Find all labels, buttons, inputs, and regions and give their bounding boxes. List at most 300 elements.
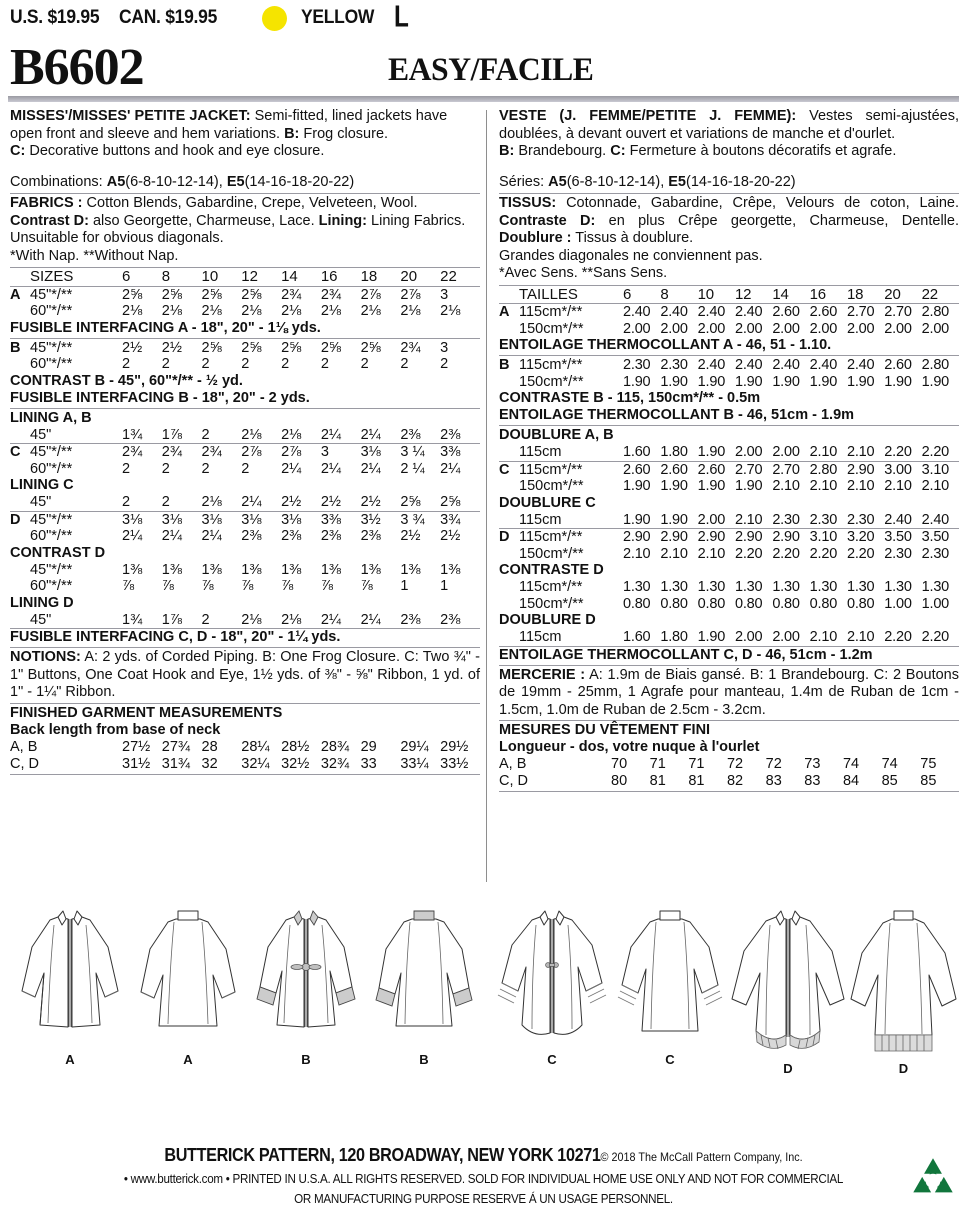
yardage-cell: 2.10 — [660, 545, 688, 562]
yardage-cell: 3.10 — [810, 529, 847, 546]
yardage-cell: 2.20 — [809, 545, 838, 562]
view-label — [10, 578, 30, 595]
rule — [499, 193, 959, 194]
table-row — [10, 494, 480, 511]
header-divider — [8, 96, 959, 102]
table-row — [499, 756, 959, 773]
pattern-number: B6602 — [10, 39, 144, 96]
french-desc-b-text: Brandebourg. — [514, 143, 611, 159]
fabric-width: 115cm — [519, 629, 623, 646]
size-col-5: 16 — [320, 268, 338, 285]
yardage-cell: 1.90 — [660, 373, 688, 390]
yardage-cell: 2.20 — [921, 444, 950, 460]
yardage-cell: 1.30 — [623, 579, 651, 595]
yardage-cell: ⅞ — [201, 578, 214, 594]
english-desc-c-label: C: — [10, 143, 26, 159]
french-desc-c-label: C: — [610, 143, 626, 159]
french-fusible-b: ENTOILAGE THERMOCOLLANT B - 46, 51cm - 1.9m — [499, 407, 855, 423]
french-combinations — [499, 174, 959, 192]
yardage-cell: 2¾ — [202, 444, 242, 461]
table-row — [499, 512, 959, 529]
illustration-label: B — [301, 1052, 311, 1067]
english-yardage-table — [10, 269, 480, 320]
fabric-width: 115cm*/** — [519, 304, 623, 321]
yardage-cell: 1.90 — [697, 444, 726, 460]
measurement-cell: 32½ — [281, 755, 310, 772]
yardage-cell: 2⅝ — [162, 286, 202, 303]
yardage-cell: 2.60 — [810, 304, 847, 321]
table-row — [10, 562, 480, 579]
yardage-cell: ⅞ — [281, 578, 294, 594]
yardage-cell: 2.90 — [772, 529, 809, 546]
difficulty-label: EASY/FACILE — [388, 52, 594, 88]
english-combinations — [10, 174, 480, 192]
can-price: CAN. $19.95 — [119, 7, 218, 28]
yardage-cell: 2.10 — [772, 478, 800, 494]
illustration-label: C — [665, 1052, 675, 1067]
yardage-cell: 2½ — [360, 494, 381, 510]
yardage-cell: 3⅜ — [321, 511, 361, 528]
yardage-cell: 0.80 — [660, 595, 688, 612]
footer — [0, 1145, 967, 1206]
english-contrast-d-head: CONTRAST D — [10, 544, 106, 561]
combination-e5: E5 — [226, 173, 245, 190]
french-unsuitable: Grandes diagonales ne conviennent pas. — [499, 247, 763, 264]
yardage-cell: 2⅝ — [400, 494, 421, 510]
contrast-d-text: en plus Crêpe georgette, Charmeuse, Dentelle. — [595, 212, 959, 229]
yardage-cell: 3½ — [361, 511, 401, 528]
yardage-cell: 2.00 — [772, 629, 809, 646]
combination-a5: A5 — [106, 173, 126, 190]
yardage-cell: 2⅛ — [281, 303, 302, 319]
yardage-cell: 2¾ — [321, 286, 361, 303]
yardage-cell: 2⅛ — [241, 612, 281, 629]
yardage-cell: ⅞ — [241, 578, 254, 594]
yardage-cell: 2.90 — [847, 461, 884, 478]
yardage-cell: 2⅝ — [241, 286, 281, 303]
measurement-cell: 84 — [842, 773, 860, 789]
yardage-cell: 2 ¼ — [400, 460, 425, 477]
view-label — [10, 461, 30, 478]
yardage-cell: 2 — [281, 356, 290, 372]
sizes-header-pad — [499, 287, 519, 304]
measurement-cell: 85 — [920, 773, 937, 789]
yardage-cell: 2½ — [400, 528, 421, 544]
measurement-cell: 70 — [611, 756, 628, 772]
size-col-2: 10 — [201, 268, 219, 285]
yardage-cell: 2 — [122, 460, 131, 477]
yardage-cell: 2.30 — [846, 511, 875, 528]
yardage-cell: 2⅝ — [281, 339, 302, 356]
yardage-cell: 2⅜ — [281, 528, 302, 544]
yardage-cell: 1.30 — [734, 579, 763, 595]
french-description — [499, 108, 959, 161]
yardage-cell: 2 — [161, 460, 170, 477]
yardage-cell: 2⅜ — [440, 426, 461, 443]
yardage-cell: 2.10 — [810, 629, 847, 646]
table-row — [10, 739, 480, 756]
yardage-cell: 1.90 — [809, 373, 838, 390]
yardage-cell: 2¾ — [400, 339, 421, 356]
yardage-cell: 2.90 — [698, 529, 735, 546]
view-label: C — [10, 444, 30, 461]
view-label — [499, 596, 519, 613]
yardage-cell: 1.90 — [734, 478, 763, 494]
yardage-cell: 2.00 — [735, 629, 772, 646]
yardage-cell: 3⅜ — [440, 444, 480, 461]
yardage-cell: 2.60 — [884, 357, 912, 373]
french-lining-ab-table — [499, 444, 959, 495]
color-name: YELLOW — [300, 7, 374, 28]
yardage-cell: 2¼ — [360, 426, 381, 443]
table-row — [10, 528, 480, 545]
yardage-cell: 1.90 — [734, 373, 763, 390]
yardage-cell: 2¼ — [161, 528, 182, 544]
yardage-cell: 1⅜ — [161, 561, 182, 578]
fabrics-label: TISSUS: — [499, 195, 557, 211]
table-row — [499, 773, 959, 790]
yardage-cell: 2⅛ — [400, 303, 421, 319]
french-contrast-d-head: CONTRASTE D — [499, 562, 604, 578]
measurement-cell: 28 — [201, 738, 218, 755]
english-finished-sub: Back length from base of neck — [10, 721, 221, 738]
yardage-cell: 2 — [202, 612, 242, 629]
fabric-width: 60"*/** — [30, 578, 73, 594]
yardage-cell: 2¾ — [162, 444, 202, 461]
table-row — [10, 756, 480, 773]
yardage-cell: 2.80 — [921, 357, 950, 373]
yardage-cell: 2⅜ — [400, 426, 421, 443]
rule — [499, 720, 959, 721]
fabric-width: 45" — [30, 494, 52, 510]
table-row — [10, 286, 480, 303]
yardage-cell: 2.80 — [810, 461, 847, 478]
yardage-cell: 1.30 — [697, 579, 726, 595]
view-label — [499, 579, 519, 596]
size-col-0: 6 — [122, 268, 131, 285]
jacket-a-back-drawing — [128, 895, 248, 1060]
yardage-cell: 3 ¾ — [400, 511, 440, 528]
yardage-cell: 2.30 — [772, 511, 800, 528]
size-col-3: 12 — [241, 268, 258, 285]
view-label: C — [499, 461, 519, 478]
english-yardage-table-b — [10, 340, 480, 373]
lining-label: Lining: — [318, 212, 367, 229]
rule — [10, 647, 480, 648]
yardage-cell: 1⅜ — [400, 561, 421, 578]
yardage-cell: 1⅜ — [440, 561, 461, 578]
yardage-cell: 1.90 — [660, 511, 688, 528]
footer-copyright: © 2018 The McCall Pattern Company, Inc. — [600, 1150, 803, 1164]
yardage-cell: 1.30 — [660, 579, 688, 595]
yardage-cell: 3 ¼ — [400, 444, 440, 461]
yardage-cell: 2½ — [281, 494, 302, 510]
yardage-cell: 2½ — [161, 339, 182, 356]
yardage-cell: 1.90 — [623, 373, 651, 390]
rule — [10, 338, 480, 339]
yardage-cell: 2.30 — [623, 357, 651, 373]
measurement-label: A, B — [10, 738, 38, 755]
fabric-width: 45"*/** — [30, 286, 122, 303]
yardage-cell: 2⅛ — [241, 426, 262, 443]
yardage-cell: 2.10 — [846, 478, 875, 494]
yardage-cell: 2.30 — [660, 357, 688, 373]
yardage-cell: 2.20 — [922, 629, 959, 646]
measurement-cell: 71 — [688, 756, 705, 772]
yardage-cell: 3⅛ — [361, 444, 401, 461]
table-header-row — [499, 287, 959, 304]
yardage-cell: 1.30 — [772, 579, 800, 595]
yardage-cell: 1.90 — [698, 629, 735, 646]
english-desc-b-text: Frog closure. — [299, 125, 389, 142]
yardage-cell: 2.00 — [846, 320, 875, 337]
french-lining-d-head: DOUBLURE D — [499, 612, 596, 628]
french-description-title: VESTE (J. FEMME/PETITE J. FEMME): — [499, 108, 797, 124]
measurement-cell: 85 — [881, 773, 898, 789]
combination-a5: A5 — [548, 173, 567, 190]
english-nap: *With Nap. **Without Nap. — [10, 247, 179, 264]
english-fusible-cd: FUSIBLE INTERFACING C, D - 18", 20" - 1¼ yds. — [10, 629, 341, 645]
notions-text: A: 2 yds. of Corded Piping. B: One Frog Closure. C: Two ¾" - 1" Buttons, One Coat Hook and Eye, 1½ yds. of ⅜" - ⅝" Ribbon, 1 yd. of 1" - 1¼" Ribbon. — [10, 649, 480, 700]
yardage-cell: 1⅜ — [360, 561, 381, 578]
fabric-width: 150cm*/** — [519, 478, 584, 494]
view-label — [499, 546, 519, 563]
measurement-cell: 71 — [649, 756, 666, 772]
table-row — [499, 546, 959, 563]
size-col-1: 8 — [660, 285, 669, 303]
table-row — [10, 356, 480, 373]
yardage-cell: 2.10 — [847, 629, 884, 646]
yardage-cell: 2.40 — [698, 304, 735, 321]
measurement-cell: 73 — [804, 756, 821, 772]
yardage-cell: 1¾ — [122, 426, 143, 443]
rule — [10, 408, 480, 409]
sizes-header: TAILLES — [519, 285, 578, 303]
yardage-cell: 2¼ — [361, 612, 401, 629]
yardage-cell: 1.30 — [846, 579, 875, 595]
yardage-cell: 1.90 — [884, 373, 912, 390]
yardage-cell: 1⅜ — [241, 561, 262, 578]
jacket-a-front-drawing — [10, 895, 130, 1060]
yardage-cell: 3.20 — [847, 529, 884, 546]
yardage-cell: 1.80 — [660, 444, 688, 460]
measurement-cell: 31½ — [122, 755, 151, 772]
yardage-cell: 2.80 — [922, 304, 959, 321]
yardage-cell: 2.00 — [809, 320, 838, 337]
table-row — [499, 444, 959, 461]
rule — [10, 703, 480, 704]
yardage-cell: 2 — [241, 356, 250, 372]
fabric-width: 60"*/** — [30, 356, 73, 372]
english-measurements-table — [10, 739, 480, 773]
yardage-cell: 3⅛ — [241, 511, 281, 528]
yardage-cell: 2 — [440, 356, 449, 372]
size-group-letter: L — [394, 0, 409, 33]
yardage-cell: 2.00 — [697, 320, 726, 337]
yardage-cell: 2¼ — [122, 528, 143, 544]
yardage-cell: 1⅜ — [122, 561, 143, 578]
combination-a5-sizes: (6-8-10-12-14), — [125, 173, 227, 190]
yardage-cell: 2⅝ — [440, 494, 461, 510]
fabric-width: 45"*/** — [30, 561, 73, 578]
yardage-cell: 2.00 — [660, 320, 688, 337]
yardage-cell: 2⅞ — [281, 444, 321, 461]
yardage-cell: 2.20 — [884, 444, 912, 460]
illustration-a-front — [10, 895, 130, 1070]
french-description-body: Vestes semi-ajustées, doublées, à devant ouvert et variations de manche et d'ourlet. — [499, 108, 959, 142]
yardage-cell: 0.80 — [846, 595, 875, 612]
table-row — [499, 374, 959, 391]
yardage-cell: 2⅛ — [281, 612, 321, 629]
yardage-cell: 2¾ — [122, 444, 162, 461]
english-description-title: MISSES'/MISSES' PETITE JACKET: — [10, 108, 251, 124]
jacket-d-back-drawing — [846, 895, 961, 1070]
jacket-b-front-drawing — [246, 895, 366, 1060]
fabric-width: 115cm*/** — [519, 529, 623, 546]
fabric-width: 115cm — [519, 444, 562, 460]
yardage-cell: 2⅝ — [360, 339, 381, 356]
measurement-cell: 74 — [881, 756, 898, 772]
yardage-cell: 2.00 — [884, 320, 912, 337]
yardage-cell: 1.90 — [772, 373, 800, 390]
measurement-cell: 29 — [360, 738, 377, 755]
english-description-body: Semi-fitted, lined jackets have open front and sleeve and hem variations. — [10, 108, 448, 142]
french-notions — [499, 667, 959, 720]
french-contrast-b: CONTRASTE B - 115, 150cm*/** - 0.5m — [499, 390, 761, 406]
view-label: A — [499, 304, 519, 321]
footer-line-3: OR MANUFACTURING PURPOSE RESERVE Á UN USAGE PERSONNEL. — [294, 1192, 673, 1206]
yardage-cell: 1¾ — [122, 612, 162, 629]
yardage-cell: 2.60 — [623, 461, 660, 478]
yardage-cell: 1.60 — [623, 444, 651, 460]
yardage-cell: 2⅞ — [400, 286, 440, 303]
english-desc-c-text: Decorative buttons and hook and eye closure. — [25, 143, 325, 159]
yardage-cell: 2⅜ — [320, 528, 341, 544]
yardage-cell: 2½ — [440, 528, 461, 544]
english-description — [10, 108, 480, 161]
fabric-width: 45"*/** — [30, 444, 122, 461]
fabric-width: 45"*/** — [30, 511, 122, 528]
english-lining-ab-table — [10, 427, 480, 478]
yardage-cell: 2.00 — [772, 444, 800, 460]
lining-text: Tissus à doublure. — [571, 230, 694, 246]
yardage-cell: 2.10 — [697, 545, 726, 562]
combinations-label: Combinations: — [10, 173, 107, 190]
yardage-cell: 3⅛ — [281, 511, 321, 528]
illustration-label: B — [419, 1052, 429, 1067]
yardage-cell: 1⅞ — [162, 612, 202, 629]
size-col-3: 12 — [734, 285, 752, 303]
size-col-6: 18 — [846, 285, 864, 303]
yardage-cell: 2.70 — [847, 304, 884, 321]
measurement-cell: 27½ — [122, 738, 151, 755]
measurement-cell: 33 — [360, 755, 377, 772]
yardage-cell: 2⅛ — [241, 303, 262, 319]
french-lining-c-table — [499, 512, 959, 563]
fabric-width: 150cm*/** — [519, 320, 584, 337]
yardage-cell: 2.40 — [660, 304, 697, 321]
rule — [10, 193, 480, 194]
measurement-cell: 83 — [765, 773, 782, 789]
measurement-cell: 72 — [765, 756, 782, 772]
jacket-b-back-drawing — [364, 895, 484, 1060]
measurement-cell: 31¾ — [161, 755, 190, 772]
combination-e5-sizes: (14-16-18-20-22) — [686, 173, 796, 190]
yardage-cell: 3⅛ — [122, 511, 162, 528]
yardage-cell: 2⅜ — [360, 528, 381, 544]
view-label — [10, 427, 30, 444]
yardage-cell: 2.00 — [921, 320, 950, 337]
yardage-cell: 2¼ — [320, 426, 341, 443]
combination-e5: E5 — [668, 173, 687, 190]
yardage-cell: 2 — [201, 460, 210, 477]
french-measurements-table — [499, 756, 959, 790]
yardage-cell: 2⅛ — [161, 303, 182, 319]
yardage-cell: 2.10 — [809, 478, 838, 494]
view-label: D — [499, 529, 519, 546]
view-label — [10, 612, 30, 629]
measurement-cell: 75 — [920, 756, 937, 772]
illustration-b-back — [364, 895, 484, 1070]
illustration-label: D — [898, 1061, 909, 1076]
english-lining-c-table — [10, 494, 480, 545]
yardage-cell: 2.10 — [846, 444, 875, 460]
table-row — [10, 303, 480, 320]
measurement-cell: 28½ — [281, 738, 310, 755]
yardage-cell: 1.00 — [921, 595, 950, 612]
yardage-cell: 3.10 — [922, 461, 959, 478]
column-divider — [486, 110, 487, 882]
yardage-cell: 2 — [161, 356, 170, 372]
notions-text: A: 1.9m de Biais gansé. B: 1 Brandebourg. C: 2 Boutons de 19mm - 25mm, 1 Agrafe pour manteau, 1.4m de Ruban de 1cm - 1.5cm, 1.0m de Ruban de 2.5cm - 3.2cm. — [499, 666, 959, 718]
combinations-label: Séries: — [499, 173, 549, 190]
yardage-cell: 2.30 — [809, 511, 838, 528]
spacer — [10, 161, 480, 174]
yardage-cell: 2¼ — [320, 460, 341, 477]
yardage-cell: 2.00 — [697, 511, 726, 528]
table-row — [499, 579, 959, 596]
measurement-label: C, D — [10, 755, 39, 772]
fabric-width: 115cm*/** — [519, 579, 583, 595]
yardage-cell: 2 — [320, 356, 329, 372]
yardage-cell: 2⅛ — [122, 303, 143, 319]
lining-label: Doublure : — [499, 230, 572, 246]
yardage-cell: 2¼ — [321, 612, 361, 629]
yardage-cell: 0.80 — [772, 595, 800, 612]
yardage-cell: 2.40 — [846, 357, 875, 373]
yardage-cell: 2 — [241, 460, 250, 477]
yardage-cell: 2.40 — [697, 357, 726, 373]
yardage-cell: 2.90 — [660, 529, 697, 546]
yardage-cell: 2.70 — [772, 461, 809, 478]
yardage-cell: 3⅛ — [202, 511, 242, 528]
illustration-c-back — [610, 895, 730, 1070]
yardage-cell: 1.30 — [884, 579, 912, 595]
yardage-cell: 2.20 — [884, 629, 921, 646]
yardage-cell: 1.00 — [884, 595, 912, 612]
rule — [10, 774, 480, 775]
yardage-cell: 2⅛ — [201, 494, 222, 510]
yardage-cell: 2¼ — [440, 460, 461, 477]
yardage-cell: 2.20 — [734, 545, 763, 562]
yardage-cell: 1.80 — [660, 629, 697, 646]
illustration-b-front — [246, 895, 366, 1070]
french-lining-c-head: DOUBLURE C — [499, 494, 596, 511]
illustration-label: C — [547, 1052, 557, 1067]
yardage-cell: 2¼ — [241, 494, 262, 510]
yardage-cell: 2 — [122, 356, 131, 372]
yardage-cell: 0.80 — [697, 595, 726, 612]
